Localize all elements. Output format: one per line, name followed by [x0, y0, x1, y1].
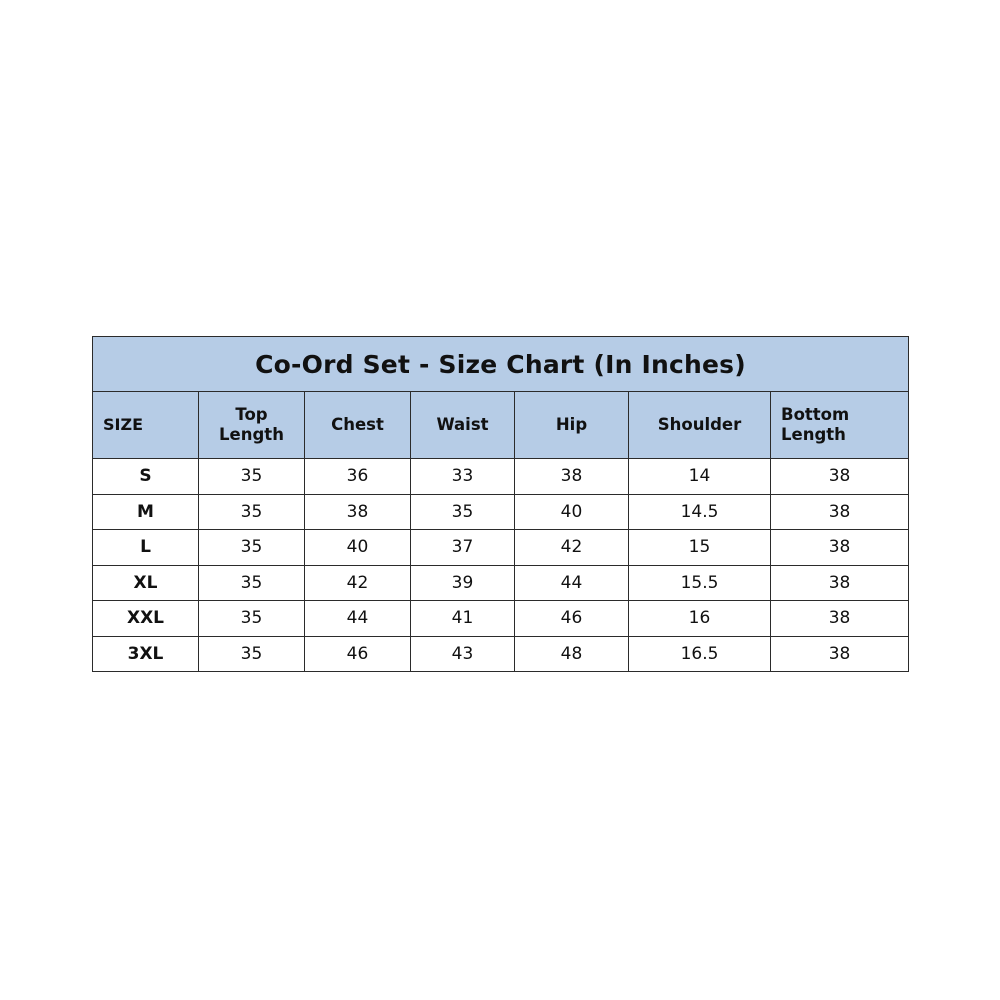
column-header-top-length-line1: Top: [235, 404, 268, 424]
cell-top-length: 35: [199, 459, 305, 495]
cell-hip: 38: [515, 459, 629, 495]
table-row: [93, 530, 909, 566]
size-chart-container: [92, 336, 908, 672]
cell-waist: 33: [411, 459, 515, 495]
chart-title: Co-Ord Set - Size Chart (In Inches): [93, 337, 909, 392]
cell-size: L: [93, 530, 199, 566]
table-row: [93, 459, 909, 495]
cell-hip: 48: [515, 636, 629, 672]
table-row: [93, 601, 909, 637]
cell-size: M: [93, 494, 199, 530]
cell-bottom-length: 38: [771, 636, 909, 672]
cell-chest: 38: [305, 494, 411, 530]
cell-top-length: 35: [199, 530, 305, 566]
cell-shoulder: 14: [629, 459, 771, 495]
cell-top-length: 35: [199, 636, 305, 672]
cell-hip: 40: [515, 494, 629, 530]
cell-size: S: [93, 459, 199, 495]
cell-bottom-length: 38: [771, 601, 909, 637]
column-header-waist: Waist: [411, 392, 515, 459]
cell-size: XL: [93, 565, 199, 601]
table-title-row: [93, 337, 909, 392]
table-row: [93, 565, 909, 601]
cell-top-length: 35: [199, 494, 305, 530]
column-header-top-length-line2: Length: [219, 425, 284, 444]
column-header-top-length: [199, 392, 305, 459]
cell-shoulder: 14.5: [629, 494, 771, 530]
table-row: [93, 494, 909, 530]
cell-shoulder: 15.5: [629, 565, 771, 601]
cell-shoulder: 15: [629, 530, 771, 566]
cell-waist: 35: [411, 494, 515, 530]
table-row: [93, 636, 909, 672]
column-header-size: SIZE: [93, 392, 199, 459]
column-header-chest: Chest: [305, 392, 411, 459]
cell-bottom-length: 38: [771, 494, 909, 530]
cell-waist: 37: [411, 530, 515, 566]
cell-waist: 43: [411, 636, 515, 672]
cell-hip: 44: [515, 565, 629, 601]
cell-chest: 36: [305, 459, 411, 495]
cell-shoulder: 16.5: [629, 636, 771, 672]
cell-hip: 42: [515, 530, 629, 566]
table-header-row: [93, 392, 909, 459]
cell-bottom-length: 38: [771, 459, 909, 495]
size-chart-table: [92, 336, 909, 672]
cell-size: 3XL: [93, 636, 199, 672]
cell-chest: 40: [305, 530, 411, 566]
cell-top-length: 35: [199, 601, 305, 637]
cell-size: XXL: [93, 601, 199, 637]
cell-chest: 44: [305, 601, 411, 637]
cell-chest: 46: [305, 636, 411, 672]
cell-chest: 42: [305, 565, 411, 601]
column-header-hip: Hip: [515, 392, 629, 459]
cell-bottom-length: 38: [771, 565, 909, 601]
cell-bottom-length: 38: [771, 530, 909, 566]
column-header-shoulder: Shoulder: [629, 392, 771, 459]
cell-hip: 46: [515, 601, 629, 637]
cell-waist: 41: [411, 601, 515, 637]
column-header-bottom-length-line2: Length: [781, 425, 846, 444]
cell-shoulder: 16: [629, 601, 771, 637]
cell-top-length: 35: [199, 565, 305, 601]
column-header-bottom-length-line1: Bottom: [781, 404, 850, 424]
column-header-bottom-length: [771, 392, 909, 459]
cell-waist: 39: [411, 565, 515, 601]
